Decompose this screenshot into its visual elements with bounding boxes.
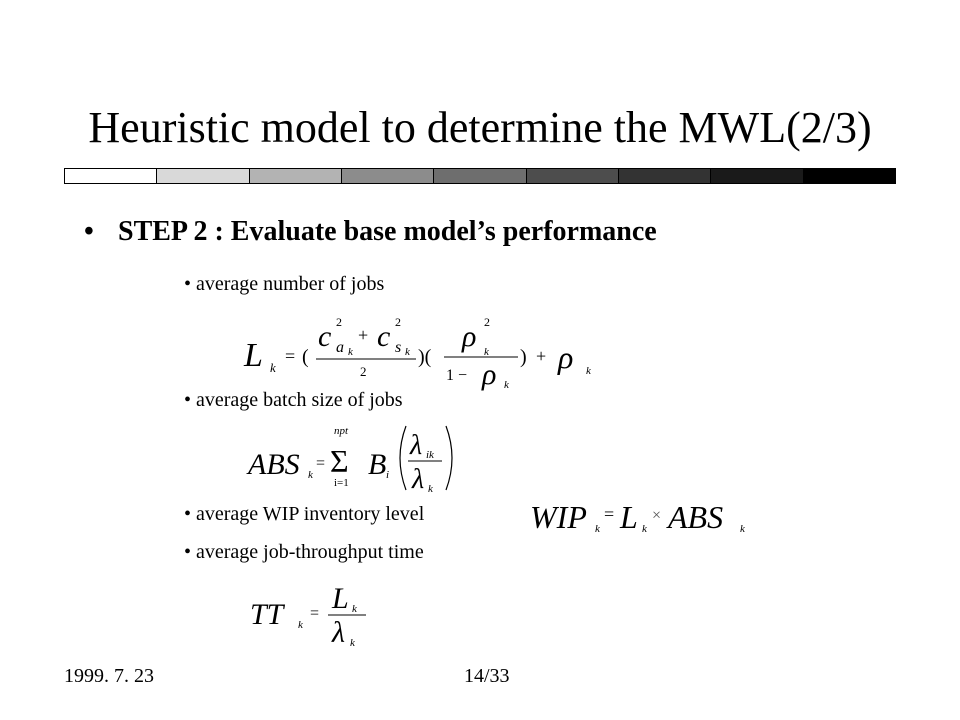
- svg-text:ABS: ABS: [248, 448, 300, 481]
- slide-title: Heuristic model to determine the MWL(2/3): [88, 103, 872, 152]
- svg-text:L: L: [620, 499, 638, 535]
- svg-text:c: c: [377, 320, 391, 353]
- svg-text:TT: TT: [250, 598, 284, 631]
- svg-text:L: L: [332, 582, 349, 615]
- equation-abs-k: [242, 420, 462, 503]
- svg-text:=: =: [604, 504, 615, 524]
- svg-text:k: k: [428, 483, 433, 495]
- svg-text:i: i: [386, 469, 390, 481]
- step-heading: [84, 216, 657, 248]
- svg-text:ρ: ρ: [482, 358, 497, 391]
- svg-text:L: L: [244, 337, 263, 374]
- step-text: STEP 2 : Evaluate base model’s performance: [118, 216, 657, 247]
- bullet-avg-jobs: • average number of jobs: [184, 273, 385, 295]
- svg-text:k: k: [270, 360, 276, 375]
- svg-text:k: k: [348, 346, 353, 358]
- svg-text:k: k: [298, 619, 303, 631]
- svg-text:k: k: [740, 523, 745, 535]
- svg-text:a: a: [336, 339, 344, 356]
- svg-text:=: =: [316, 455, 326, 472]
- svg-text:k: k: [352, 603, 357, 615]
- svg-text:k: k: [504, 379, 509, 391]
- bullet-avg-wip: • average WIP inventory level: [184, 503, 425, 525]
- svg-text:)(: )(: [418, 346, 432, 368]
- svg-text:2: 2: [336, 315, 342, 329]
- svg-text:i=1: i=1: [334, 477, 349, 489]
- svg-text:s: s: [395, 339, 402, 356]
- svg-text:k: k: [586, 365, 591, 377]
- gradient-bar-segment: [804, 169, 895, 183]
- svg-text:WIP: WIP: [530, 499, 587, 535]
- svg-text:ρ: ρ: [462, 320, 477, 353]
- svg-text:k: k: [595, 523, 600, 535]
- gradient-bar-segment: [157, 169, 249, 183]
- svg-text:×: ×: [652, 507, 662, 524]
- step-bullet: •: [84, 216, 94, 247]
- svg-text:=: =: [285, 346, 296, 366]
- svg-text:+: +: [536, 346, 547, 366]
- svg-text:k: k: [350, 637, 355, 649]
- gradient-bar-segment: [434, 169, 526, 183]
- bullet-avg-batch: • average batch size of jobs: [184, 389, 403, 411]
- svg-text:c: c: [318, 320, 332, 353]
- svg-text:λ: λ: [332, 616, 345, 649]
- svg-text:ABS: ABS: [668, 499, 724, 535]
- gradient-bar-segment: [711, 169, 803, 183]
- gradient-bar-segment: [250, 169, 342, 183]
- svg-text:(: (: [302, 346, 309, 368]
- equation-l-k: [240, 308, 610, 397]
- svg-text:k: k: [308, 469, 313, 481]
- svg-text:λ: λ: [412, 464, 425, 495]
- svg-text:λ: λ: [410, 430, 423, 461]
- page-number: 14/33: [464, 665, 510, 687]
- svg-text:npt: npt: [334, 425, 349, 437]
- svg-text:=: =: [310, 605, 320, 622]
- svg-text:ik: ik: [426, 449, 434, 461]
- svg-text:k: k: [642, 523, 647, 535]
- svg-text:Σ: Σ: [330, 443, 349, 479]
- svg-text:+: +: [358, 325, 369, 345]
- svg-text:k: k: [484, 346, 489, 358]
- svg-text:2: 2: [484, 315, 490, 329]
- gradient-bar-segment: [527, 169, 619, 183]
- svg-text:k: k: [405, 346, 410, 358]
- bullet-avg-throughput: • average job-throughput time: [184, 541, 424, 563]
- gradient-bar: [64, 168, 896, 184]
- svg-text:): ): [520, 346, 527, 368]
- svg-text:1 −: 1 −: [446, 367, 468, 384]
- gradient-bar-segment: [619, 169, 711, 183]
- footer-date: 1999. 7. 23: [64, 665, 154, 687]
- gradient-bar-segment: [65, 169, 157, 183]
- equation-tt-k: [244, 578, 384, 655]
- svg-text:2: 2: [395, 315, 401, 329]
- svg-text:2: 2: [360, 364, 367, 379]
- equation-wip-k: [528, 490, 758, 545]
- gradient-bar-segment: [342, 169, 434, 183]
- svg-text:B: B: [368, 448, 387, 481]
- svg-text:ρ: ρ: [558, 339, 574, 375]
